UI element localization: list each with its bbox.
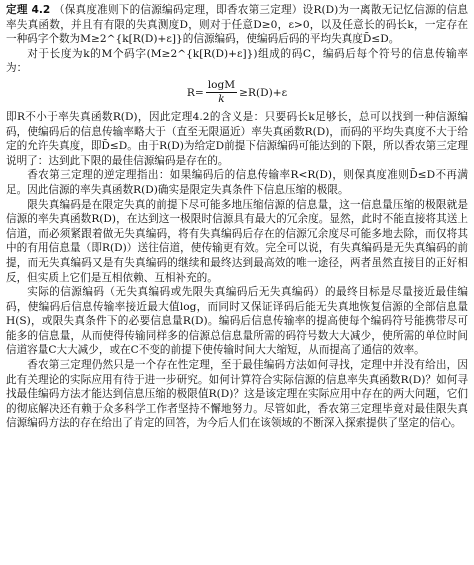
formula-rhs: ≥R(D)+ε bbox=[239, 86, 288, 99]
theorem-meaning-paragraph: 即R不小于率失真函数R(D)，因此定理4.2的含义是：只要码长k足够长，总可以找到一种信源编码，使编码后的信息传输率略大于（直至无限逼近）率失真函数R(D)，而码的平均失真度不大于给定的允许失真度，即D̄≤D。由于R(D)为给定D前提下信源编码可能达到的下限，所以香农第三定理说明了：达到此下限的最佳信源编码是存在的。 bbox=[6, 110, 468, 167]
theorem-statement: （保真度准则下的信源编码定理，即香农第三定理）设R(D)为一离散无记忆信源的信息率失真函数，并且有有限的失真测度D，则对于任意D≥0，ε>0，以及任意长的码长k，一定存在一种码字个数为M≥2^{k[R(D)+ε]}的信源编码，使编码后码的平均失真度D̄≤D。 bbox=[6, 4, 468, 46]
theorem-label: 定理 4.2 bbox=[6, 4, 51, 16]
formula-numerator: logM bbox=[207, 79, 236, 92]
existence-theorem-paragraph: 香农第三定理仍然只是一个存在性定理，至于最佳编码方法如何寻找，定理中并没有给出，因此有关理论的实际应用有待于进一步研究。如何计算符合实际信源的信息率失真函数R(D)？如何寻找最佳编码方法才能达到信息压缩的极限值R(D)？这是该定理在实际应用中存在的两大问题，它们的彻底解决还有赖于众多科学工作者坚持不懈地努力。尽管如此，香农第三定理毕竟对最佳限失真信源编码方法的存在给出了肯定的回答，为今后人们在该领域的不断深入探索提供了坚定的信心。 bbox=[6, 359, 468, 430]
limited-distortion-paragraph: 限失真编码是在限定失真的前提下尽可能多地压缩信源的信息量，这一信息量压缩的极限就是信源的率失真函数R(D)，在达到这一极限时信源具有最大的冗余度。显然，此时不能直接将其送上信道，而必须紧跟着做无失真编码，将有失真编码后存在的信源冗余度尽可能多地去除，而仅将其中的有用信息量（即R(D)）送往信道，使传输更有效。完全可以说，有失真编码是无失真编码的前提，而无失真编码又是有失真编码的继续和最终达到最高效的唯一途径，两者虽然直接目的正好相反，但实质上它们是互相依赖、互相补充的。 bbox=[6, 198, 468, 284]
rate-formula bbox=[6, 76, 468, 110]
formula-lhs: R= bbox=[186, 86, 204, 99]
practical-coding-paragraph: 实际的信源编码（无失真编码或先限失真编码后无失真编码）的最终目标是尽量接近最佳编码，使编码后信息传输率接近最大值log，而同时又保证译码后能无失真地恢复信源的全部信息量H(S)，或限失真条件下的必要信息量R(D)。编码后信息传输率的提高使每个编码符号能携带尽可能多的信息量，从而使得传输同样多的信源总信息量所需的码符号数大大减少，使所需的单位时间信道容量C大大减少，或在C不变的前提下使传输时间大大缩短，从而提高了通信的效率。 bbox=[6, 286, 468, 357]
formula-denominator: k bbox=[218, 93, 225, 106]
converse-theorem-paragraph: 香农第三定理的逆定理指出：如果编码后的信息传输率R<R(D)，则保真度准则D̄≤D不再满足。因此信源的率失真函数R(D)确实是限定失真条件下信息压缩的极限。 bbox=[6, 169, 468, 196]
code-rate-intro: 对于长度为k的M个码字(M≥2^{k[R(D)+ε]})组成的码C，编码后每个符号的信息传输率为： bbox=[6, 47, 468, 75]
formula-fraction bbox=[206, 79, 237, 106]
theorem-4-2-paragraph bbox=[6, 3, 468, 47]
